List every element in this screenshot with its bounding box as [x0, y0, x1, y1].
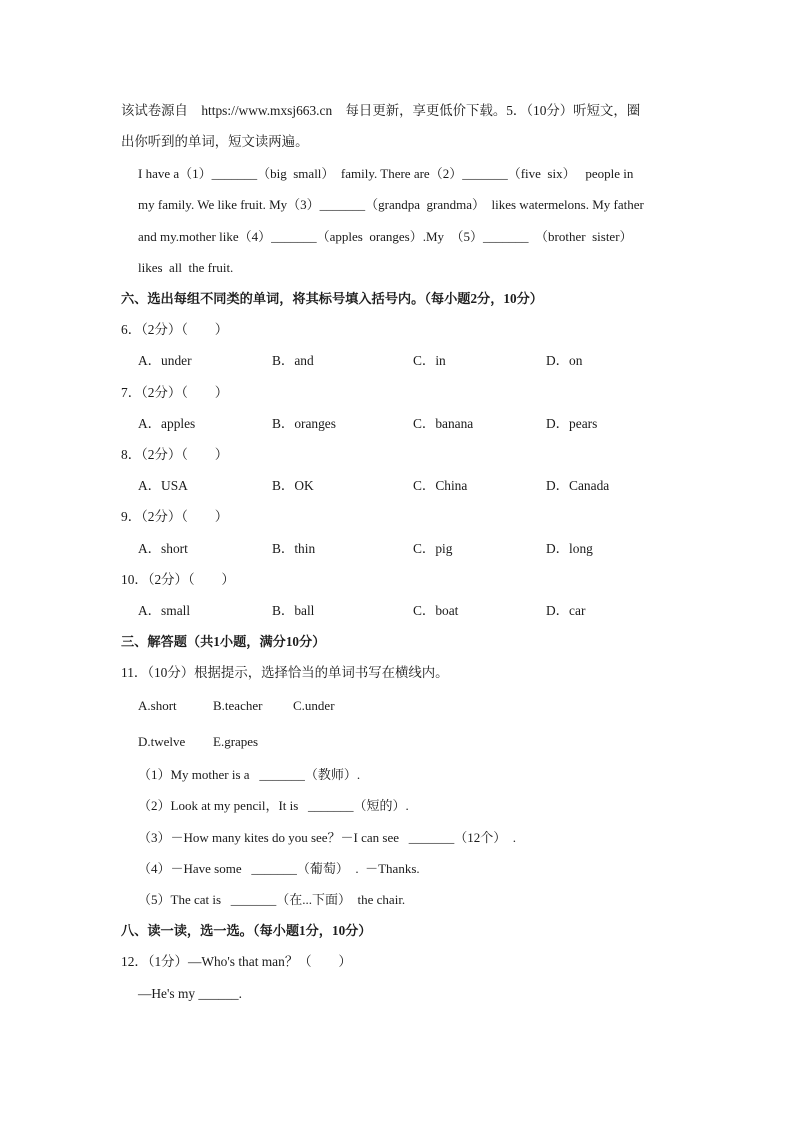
- section-3-heading: 三、解答题（共1小题，满分10分）: [121, 634, 326, 649]
- fill-item-4: （4）－Have some _______（葡萄） . －Thanks.: [138, 861, 420, 876]
- option-d: D．long: [546, 541, 593, 556]
- option-c: C．in: [413, 353, 446, 368]
- option-d: D．car: [546, 603, 586, 618]
- option-d: D．pears: [546, 416, 598, 431]
- question-12-answer-line: —He's my ______.: [138, 986, 242, 1001]
- intro-line-2: 出你听到的单词，短文读两遍。: [121, 134, 309, 149]
- option-b: B．OK: [272, 478, 314, 493]
- option-a: A．short: [138, 541, 188, 556]
- question-stem: 10．（2分）（ ）: [121, 572, 235, 587]
- intro-line-1: 该试卷源自 https://www.mxsj663.cn 每日更新，享更低价下载。5．（10分）听短文，圈: [121, 103, 641, 118]
- option-b: B．ball: [272, 603, 315, 618]
- word-bank-c: C.under: [293, 698, 335, 713]
- passage-line-3: and my.mother like（4）_______（apples oranges）.My （5）_______ （brother sister）: [138, 229, 633, 244]
- fill-item-1: （1）My mother is a _______（教师）.: [138, 767, 361, 782]
- option-a: A．small: [138, 603, 191, 618]
- question-11-stem: 11．（10分）根据提示，选择恰当的单词书写在横线内。: [121, 665, 449, 680]
- fill-item-3: （3）－How many kites do you see？－I can see _______（12个） .: [138, 830, 517, 845]
- option-d: D．Canada: [546, 478, 610, 493]
- fill-item-5: （5）The cat is _______（在...下面） the chair.: [138, 892, 406, 907]
- option-c: C．pig: [413, 541, 453, 556]
- word-bank-b: B.teacher: [213, 698, 263, 713]
- option-a: A．apples: [138, 416, 196, 431]
- option-c: C．China: [413, 478, 468, 493]
- option-a: A．under: [138, 353, 192, 368]
- option-b: B．thin: [272, 541, 316, 556]
- question-stem: 9．（2分）（ ）: [121, 509, 229, 524]
- option-c: C．banana: [413, 416, 474, 431]
- question-stem: 6．（2分）（ ）: [121, 322, 229, 337]
- option-d: D．on: [546, 353, 583, 368]
- option-a: A．USA: [138, 478, 188, 493]
- passage-line-4: likes all the fruit.: [138, 260, 234, 275]
- passage-line-2: my family. We like fruit. My（3）_______（grandpa grandma） likes watermelons. My father: [138, 197, 644, 212]
- fill-item-2: （2）Look at my pencil，It is _______（短的）.: [138, 798, 409, 813]
- section-8-heading: 八、读一读，选一选。（每小题1分，10分）: [121, 923, 372, 938]
- question-12-stem: 12．（1分）—Who's that man？（ ）: [121, 954, 352, 969]
- option-b: B．oranges: [272, 416, 336, 431]
- passage-line-1: I have a（1）_______（big small） family. There are（2）_______（five six） people in: [138, 166, 634, 181]
- question-stem: 7．（2分）（ ）: [121, 385, 229, 400]
- word-bank-a: A.short: [138, 698, 177, 713]
- word-bank-e: E.grapes: [213, 734, 259, 749]
- section-6-heading: 六、选出每组不同类的单词，将其标号填入括号内。（每小题2分，10分）: [121, 291, 543, 306]
- option-b: B．and: [272, 353, 314, 368]
- word-bank-d: D.twelve: [138, 734, 186, 749]
- question-stem: 8．（2分）（ ）: [121, 447, 229, 462]
- option-c: C．boat: [413, 603, 459, 618]
